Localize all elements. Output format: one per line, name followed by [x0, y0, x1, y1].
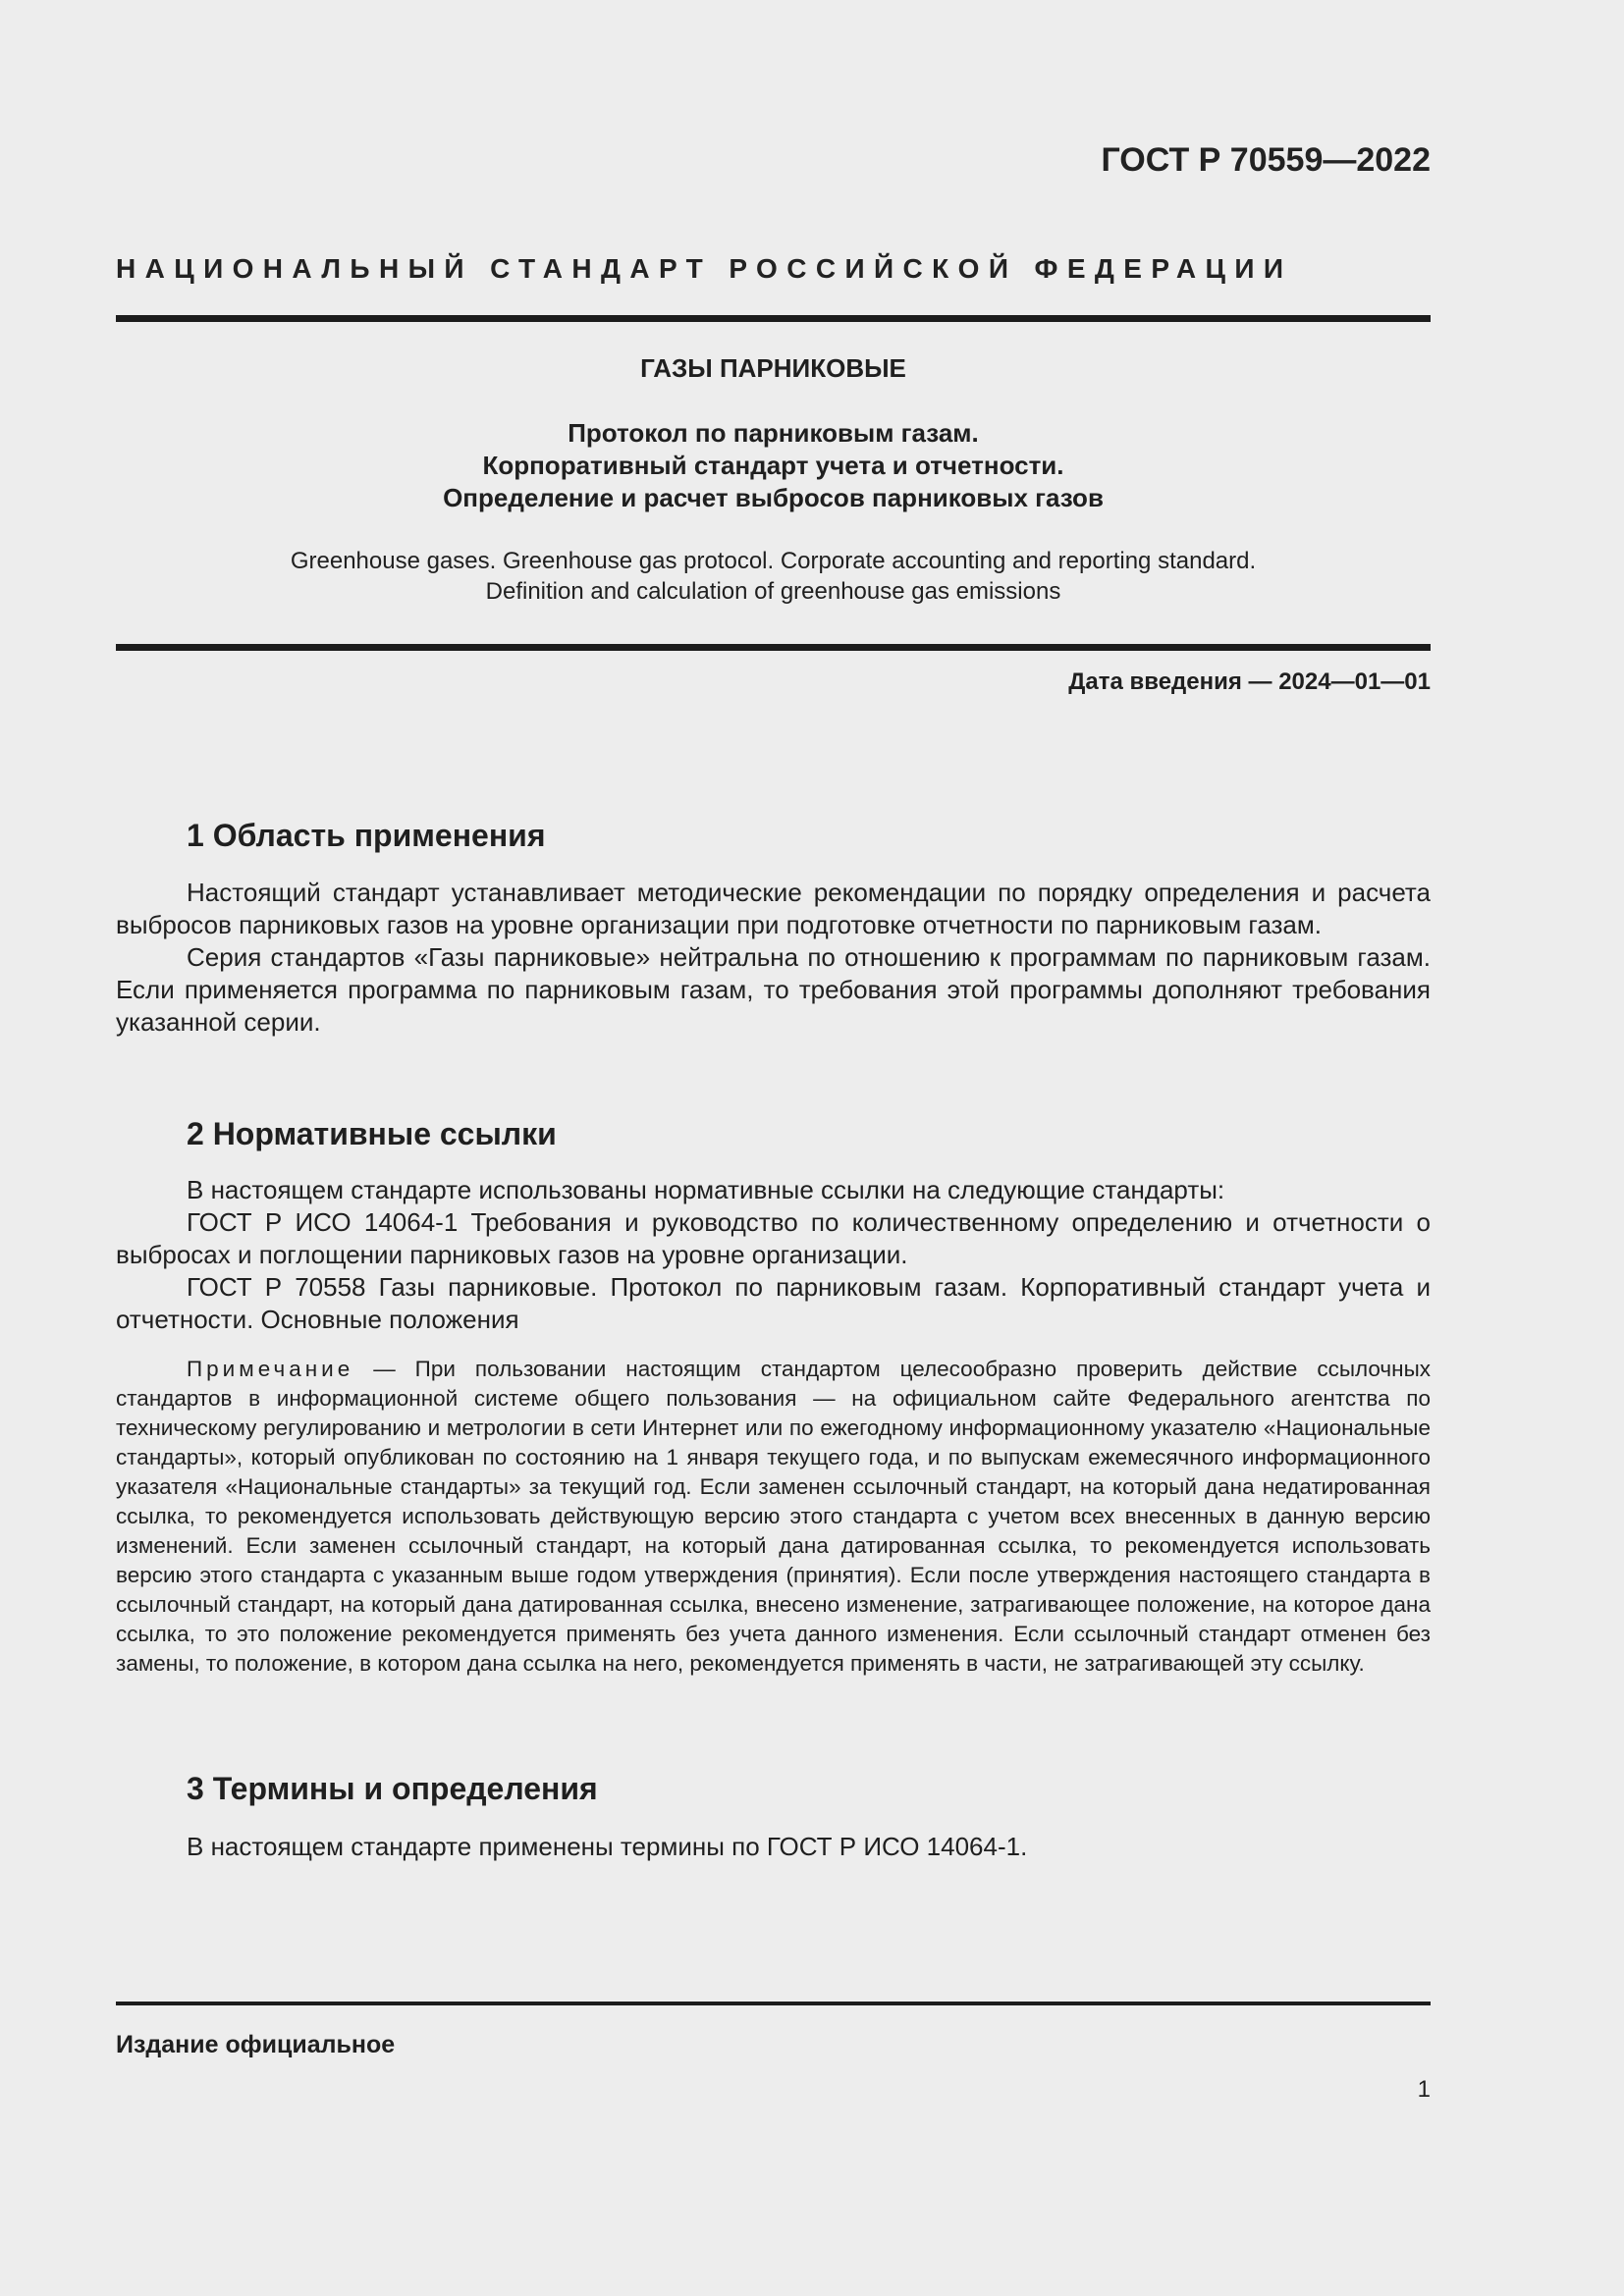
document-subtitle	[116, 417, 1431, 514]
section-heading: 1 Область применения	[187, 818, 546, 853]
paragraph: В настоящем стандарте применены термины по ГОСТ Р ИСО 14064-1.	[187, 1832, 1028, 1861]
document-title: ГАЗЫ ПАРНИКОВЫЕ	[640, 353, 906, 383]
english-title-line: Definition and calculation of greenhouse gas emissions	[485, 578, 1061, 605]
title-bottom-divider	[116, 644, 1431, 651]
section-heading: 3 Термины и определения	[187, 1771, 598, 1806]
top-divider	[116, 315, 1431, 322]
subtitle-line: Протокол по парниковым газам.	[568, 418, 979, 448]
national-standard-title: НАЦИОНАЛЬНЫЙ СТАНДАРТ РОССИЙСКОЙ ФЕДЕРАЦИИ	[116, 253, 1293, 284]
subtitle-line: Корпоративный стандарт учета и отчетности.	[482, 451, 1064, 480]
note-text: — При пользовании настоящим стандартом целесообразно проверить действие ссылочных стандартов в информационной системе общего пользования — на официальном сайте Федерального агентства по техническому регулированию и метрологии в сети Интернет или по ежегодному информационному указателю «Национальные стандарты», который опубликован по состоянию на 1 января текущего года, и по выпускам ежемесячного информационного указателя «Национальные стандарты» за текущий год. Если заменен ссылочный стандарт, на который дана недатированная ссылка, то рекомендуется использовать действующую версию этого стандарта с учетом всех внесенных в данную версию изменений. Если заменен ссылочный стандарт, на который дана датированная ссылка, то рекомендуется использовать версию этого стандарта с указанным выше годом утверждения (принятия). Если после утверждения настоящего стандарта в ссылочный стандарт, на который дана датированная ссылка, внесено изменение, затрагивающее положение, на которое дана ссылка, то это положение рекомендуется применять без учета данного изменения. Если ссылочный стандарт отменен без замены, то положение, в котором дана ссылка на него, рекомендуется применять в части, не затрагивающей эту ссылку.	[116, 1357, 1431, 1676]
section-body	[116, 1174, 1431, 1336]
paragraph: В настоящем стандарте использованы нормативные ссылки на следующие стандарты:	[187, 1175, 1225, 1204]
paragraph: ГОСТ Р 70558 Газы парниковые. Протокол по парниковым газам. Корпоративный стандарт учета и отчетности. Основные положения	[116, 1272, 1431, 1334]
official-edition-label: Издание официальное	[116, 2031, 396, 2058]
paragraph: Серия стандартов «Газы парниковые» нейтральна по отношению к программам по парниковым газам. Если применяется программа по парниковым газам, то требования этой программы дополняют требования указанной серии.	[116, 942, 1431, 1037]
note-label: Примечание	[187, 1357, 354, 1381]
note	[116, 1355, 1431, 1679]
english-title	[116, 546, 1431, 607]
section-heading: 2 Нормативные ссылки	[187, 1116, 557, 1151]
footer-divider	[116, 2002, 1431, 2005]
introduction-date: Дата введения — 2024—01—01	[1068, 668, 1431, 695]
section-body	[116, 877, 1431, 1039]
section-body	[116, 1831, 1431, 1863]
subtitle-line: Определение и расчет выбросов парниковых газов	[443, 483, 1104, 512]
paragraph: Настоящий стандарт устанавливает методические рекомендации по порядку определения и расчета выбросов парниковых газов на уровне организации при подготовке отчетности по парниковым газам.	[116, 878, 1431, 939]
page-number: 1	[1417, 2076, 1431, 2103]
english-title-line: Greenhouse gases. Greenhouse gas protocol. Corporate accounting and reporting standard.	[290, 548, 1257, 574]
note-paragraph	[116, 1355, 1431, 1679]
gost-number: ГОСТ Р 70559—2022	[1101, 141, 1431, 179]
paragraph: ГОСТ Р ИСО 14064-1 Требования и руководство по количественному определению и отчетности о выбросах и поглощении парниковых газов на уровне организации.	[116, 1207, 1431, 1269]
